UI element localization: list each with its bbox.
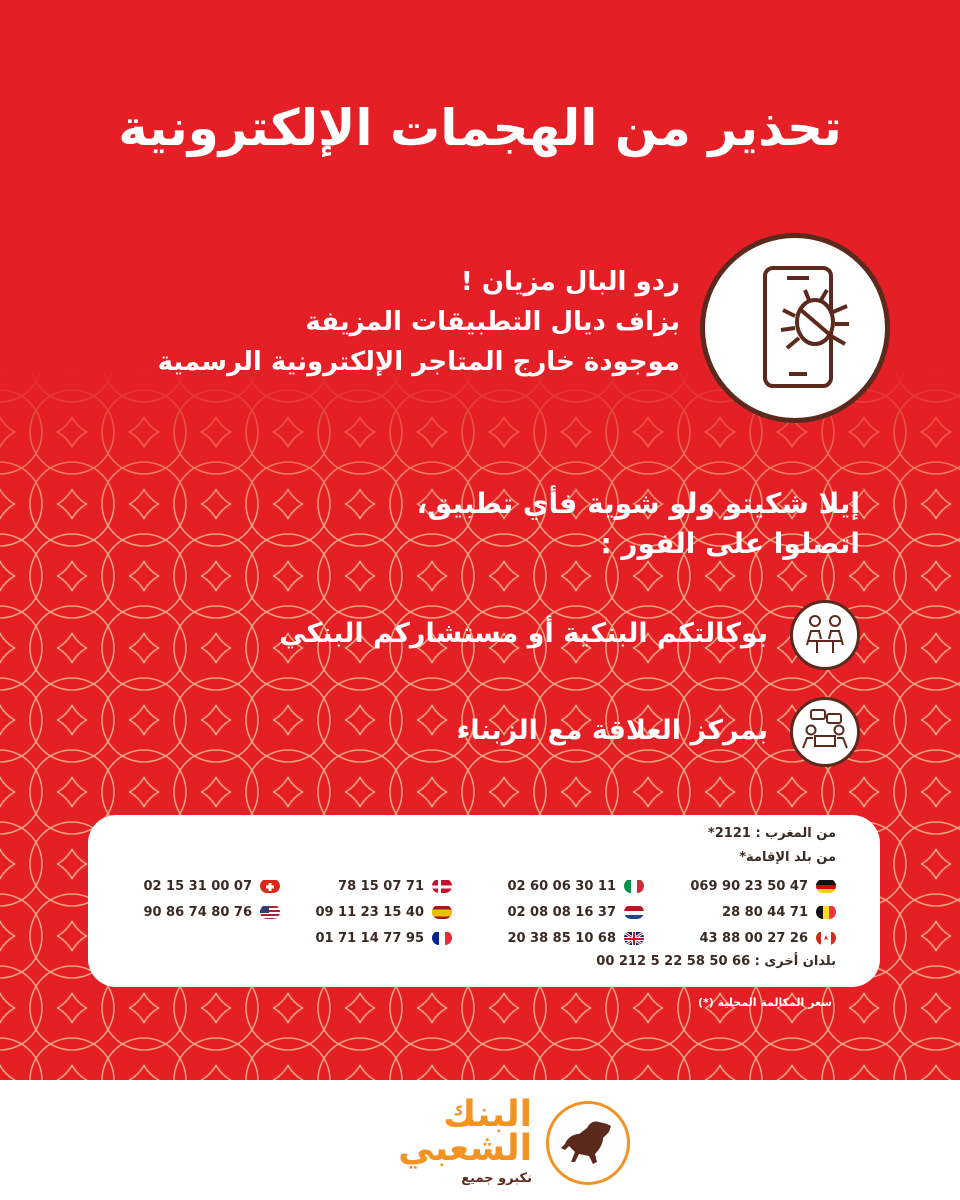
phone-entry-united-kingdom <box>454 929 644 947</box>
phone-entry-switzerland <box>90 877 280 895</box>
contact-option-label: بمركز العلاقة مع الزبناء <box>456 715 768 746</box>
flag-de-icon <box>816 879 836 893</box>
prompt-line: إيلا شكيتو ولو شوية فأي تطبيق، <box>416 487 860 520</box>
morocco-number: من المغرب : 2121* <box>707 826 836 841</box>
customer-center-icon <box>790 697 860 767</box>
phone-bug-icon <box>700 233 890 423</box>
flag-dk-icon <box>432 879 452 893</box>
phone-entry-denmark <box>262 877 452 895</box>
phone-card <box>88 815 880 987</box>
phone-number: 02 15 31 00 07 <box>143 878 252 894</box>
contact-prompt <box>260 484 860 564</box>
phone-entry-spain <box>262 903 452 921</box>
prompt-line: اتصلوا على الفور : <box>600 527 860 560</box>
warning-line: ردو البال مزيان ! <box>460 267 680 297</box>
flag-es-icon <box>432 905 452 919</box>
horse-logo-icon <box>546 1101 630 1185</box>
phone-entry-netherlands <box>454 903 644 921</box>
flag-us-icon <box>260 905 280 919</box>
logo-text-line2: الشعبي <box>398 1128 532 1169</box>
contact-option-label: بوكالتكم البنكية أو مستشاركم البنكي <box>279 618 768 649</box>
phone-number: 20 38 85 10 68 <box>507 930 616 946</box>
logo-text-line1: البنك <box>443 1094 532 1135</box>
bank-logo <box>340 1095 640 1190</box>
phone-number: 90 86 74 80 76 <box>143 904 252 920</box>
phone-entry-united-states <box>90 903 280 921</box>
advisor-meeting-icon <box>790 600 860 670</box>
phone-number: 02 08 08 16 37 <box>507 904 616 920</box>
flag-nl-icon <box>624 905 644 919</box>
footnote: سعر المكالمة المحلية (*) <box>698 996 832 1009</box>
flag-fr-icon <box>432 931 452 945</box>
residence-heading: من بلد الإقامة* <box>739 850 836 865</box>
phone-number: 43 88 00 27 26 <box>699 930 808 946</box>
phone-entry-germany <box>646 877 836 895</box>
flag-be-icon <box>816 905 836 919</box>
other-countries-number: بلدان أخرى : 66 50 58 22 5 212 00 <box>596 954 836 969</box>
flag-ch-icon <box>260 879 280 893</box>
warning-text <box>40 262 680 382</box>
phone-entry-canada <box>646 929 836 947</box>
contact-option-agency <box>120 600 860 670</box>
phone-number: 069 90 23 50 47 <box>690 878 808 894</box>
logo-tagline: نكبرو جميع <box>461 1171 532 1186</box>
phone-entry-italy <box>454 877 644 895</box>
flag-gb-icon <box>624 931 644 945</box>
phone-number: 01 71 14 77 95 <box>315 930 424 946</box>
phone-entry-belgium <box>646 903 836 921</box>
headline: تحذير من الهجمات الإلكترونية <box>118 99 842 157</box>
contact-option-customer-center <box>120 697 860 767</box>
flag-it-icon <box>624 879 644 893</box>
phone-number: 78 15 07 71 <box>338 878 424 894</box>
warning-line: موجودة خارج المتاجر الإلكترونية الرسمية <box>157 347 680 377</box>
phone-number: 02 60 06 30 11 <box>507 878 616 894</box>
phone-entry-france <box>262 929 452 947</box>
phone-number: 28 80 44 71 <box>722 904 808 920</box>
warning-line: بزاف ديال التطبيقات المزيفة <box>305 307 680 337</box>
flag-ca-icon <box>816 931 836 945</box>
phone-number: 09 11 23 15 40 <box>315 904 424 920</box>
